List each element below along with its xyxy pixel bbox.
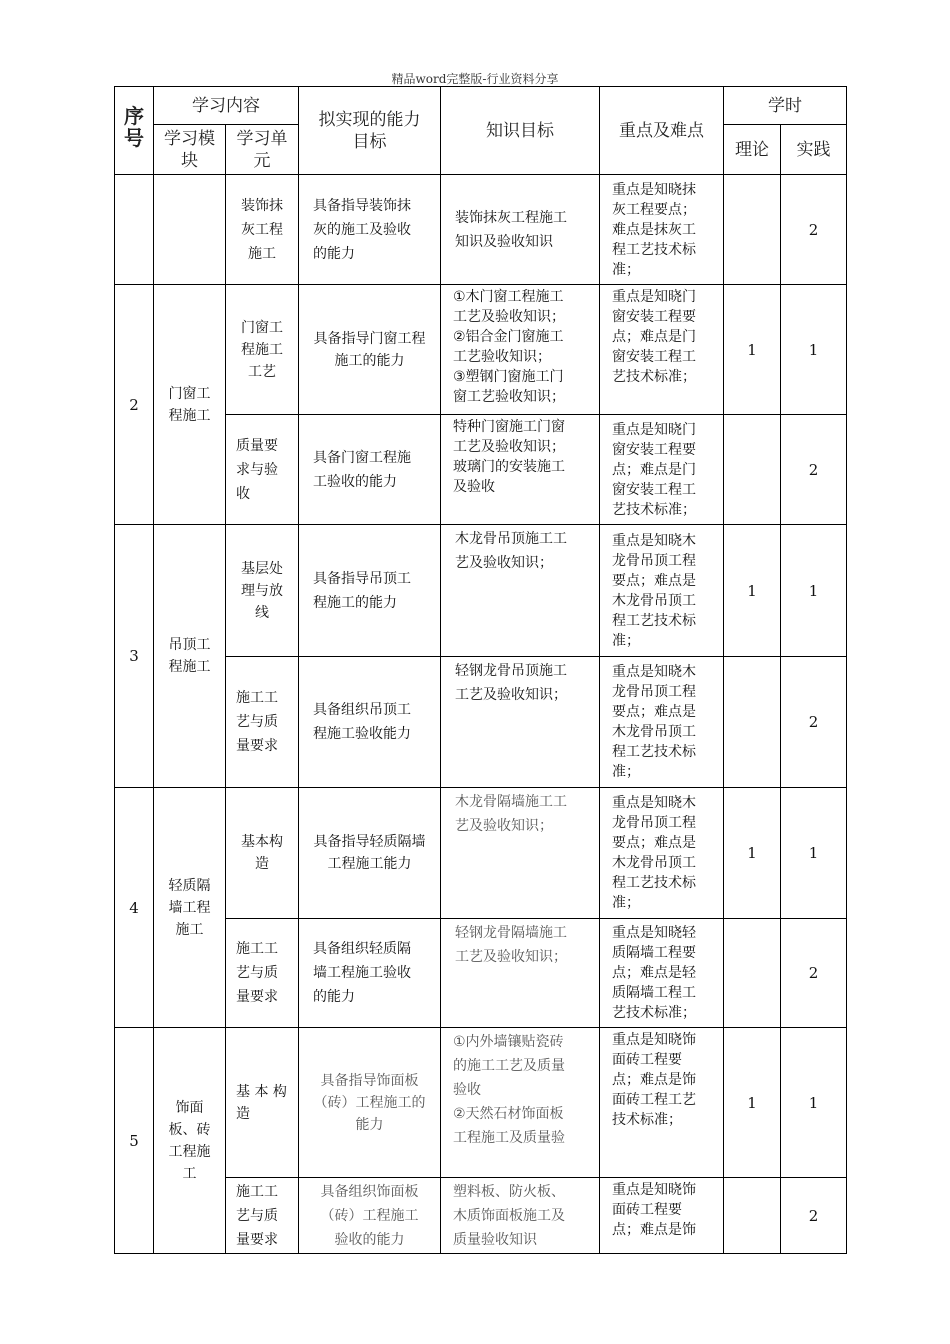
page-header-note: 精品word完整版-行业资料分享	[391, 72, 559, 86]
ability-cell: 具备指导门窗工程 施工的能力	[299, 285, 441, 415]
header-seq: 序 号	[115, 87, 154, 175]
knowledge-cell: 装饰抹灰工程施工 知识及验收知识	[441, 175, 600, 285]
key-points-cell: 重点是知晓饰 面砖工程要 点；难点是饰 面砖工程工艺 技术标准；	[600, 1028, 724, 1178]
knowledge-cell: 木龙骨吊顶施工工 艺及验收知识；	[441, 525, 600, 657]
ability-cell: 具备组织轻质隔 墙工程施工验收 的能力	[299, 919, 441, 1028]
table-header-row-1	[115, 87, 847, 125]
header-key-points: 重点及难点	[600, 87, 724, 175]
unit-cell: 施工工 艺与质 量要求	[226, 657, 299, 788]
practice-cell: 2	[781, 919, 847, 1028]
ability-cell: 具备门窗工程施 工验收的能力	[299, 415, 441, 525]
key-points-cell: 重点是知晓轻 质隔墙工程要 点；难点是轻 质隔墙工程工 艺技术标准；	[600, 919, 724, 1028]
ability-cell: 具备组织饰面板 （砖）工程施工 验收的能力	[299, 1178, 441, 1254]
theory-cell	[724, 175, 781, 285]
theory-cell: 1	[724, 788, 781, 919]
seq-cell: 4	[115, 788, 154, 1028]
module-cell: 门窗工 程施工	[154, 285, 226, 525]
header-ability: 拟实现的能力 目标	[299, 87, 441, 175]
table-row	[115, 285, 847, 415]
key-points-cell: 重点是知晓抹 灰工程要点； 难点是抹灰工 程工艺技术标 准；	[600, 175, 724, 285]
knowledge-cell: 轻钢龙骨吊顶施工 工艺及验收知识；	[441, 657, 600, 788]
practice-cell: 2	[781, 175, 847, 285]
practice-cell: 2	[781, 1178, 847, 1254]
practice-cell: 1	[781, 525, 847, 657]
key-points-cell: 重点是知晓木 龙骨吊顶工程 要点；难点是 木龙骨吊顶工 程工艺技术标 准；	[600, 788, 724, 919]
module-cell: 饰面 板、砖 工程施 工	[154, 1028, 226, 1254]
seq-cell: 2	[115, 285, 154, 525]
key-points-cell: 重点是知晓门 窗安装工程要 点；难点是门 窗安装工程工 艺技术标准；	[600, 415, 724, 525]
key-points-cell: 重点是知晓饰 面砖工程要 点；难点是饰	[600, 1178, 724, 1254]
practice-cell: 1	[781, 788, 847, 919]
practice-cell: 2	[781, 657, 847, 788]
theory-cell: 1	[724, 285, 781, 415]
module-cell: 轻质隔 墙工程 施工	[154, 788, 226, 1028]
theory-cell	[724, 919, 781, 1028]
header-study-content: 学习内容	[154, 87, 299, 125]
theory-cell	[724, 415, 781, 525]
seq-cell: 3	[115, 525, 154, 788]
theory-cell: 1	[724, 525, 781, 657]
knowledge-cell: 轻钢龙骨隔墙施工 工艺及验收知识；	[441, 919, 600, 1028]
unit-cell: 装饰抹 灰工程 施工	[226, 175, 299, 285]
module-cell: 吊顶工 程施工	[154, 525, 226, 788]
practice-cell: 1	[781, 285, 847, 415]
knowledge-cell: ①内外墙镶贴瓷砖 的施工工艺及质量 验收 ②天然石材饰面板 工程施工及质量验	[441, 1028, 600, 1178]
ability-cell: 具备指导轻质隔墙 工程施工能力	[299, 788, 441, 919]
unit-cell: 施工工 艺与质 量要求	[226, 1178, 299, 1254]
key-points-cell: 重点是知晓木 龙骨吊顶工程 要点；难点是 木龙骨吊顶工 程工艺技术标 准；	[600, 657, 724, 788]
table-row	[115, 1028, 847, 1178]
theory-cell	[724, 657, 781, 788]
knowledge-cell: ①木门窗工程施工 工艺及验收知识； ②铝合金门窗施工 工艺验收知识； ③塑钢门窗施工门 窗工艺验收知识；	[441, 285, 600, 415]
unit-cell: 质量要 求与验 收	[226, 415, 299, 525]
ability-cell: 具备指导装饰抹 灰的施工及验收 的能力	[299, 175, 441, 285]
knowledge-cell: 木龙骨隔墙施工工 艺及验收知识；	[441, 788, 600, 919]
practice-cell: 2	[781, 415, 847, 525]
practice-cell: 1	[781, 1028, 847, 1178]
header-module: 学习模 块	[154, 125, 226, 175]
table-row	[115, 788, 847, 919]
theory-cell	[724, 1178, 781, 1254]
seq-cell: 5	[115, 1028, 154, 1254]
ability-cell: 具备组织吊顶工 程施工验收能力	[299, 657, 441, 788]
unit-cell: 基本构 造	[226, 788, 299, 919]
curriculum-table	[114, 86, 847, 1254]
unit-cell: 门窗工 程施工 工艺	[226, 285, 299, 415]
knowledge-cell: 塑料板、防火板、 木质饰面板施工及 质量验收知识	[441, 1178, 600, 1254]
table-row	[115, 175, 847, 285]
key-points-cell: 重点是知晓木 龙骨吊顶工程 要点；难点是 木龙骨吊顶工 程工艺技术标 准；	[600, 525, 724, 657]
knowledge-cell: 特种门窗施工门窗 工艺及验收知识； 玻璃门的安装施工 及验收	[441, 415, 600, 525]
table-row	[115, 525, 847, 657]
header-knowledge: 知识目标	[441, 87, 600, 175]
unit-cell: 基 本 构 造	[226, 1028, 299, 1178]
ability-cell: 具备指导饰面板 （砖）工程施工的 能力	[299, 1028, 441, 1178]
header-practice: 实践	[781, 125, 847, 175]
theory-cell: 1	[724, 1028, 781, 1178]
header-unit: 学习单 元	[226, 125, 299, 175]
ability-cell: 具备指导吊顶工 程施工的能力	[299, 525, 441, 657]
module-cell-empty	[154, 175, 226, 285]
key-points-cell: 重点是知晓门 窗安装工程要 点；难点是门 窗安装工程工 艺技术标准；	[600, 285, 724, 415]
header-hours: 学时	[724, 87, 847, 125]
unit-cell: 基层处 理与放 线	[226, 525, 299, 657]
seq-cell-empty	[115, 175, 154, 285]
unit-cell: 施工工 艺与质 量要求	[226, 919, 299, 1028]
header-theory: 理论	[724, 125, 781, 175]
